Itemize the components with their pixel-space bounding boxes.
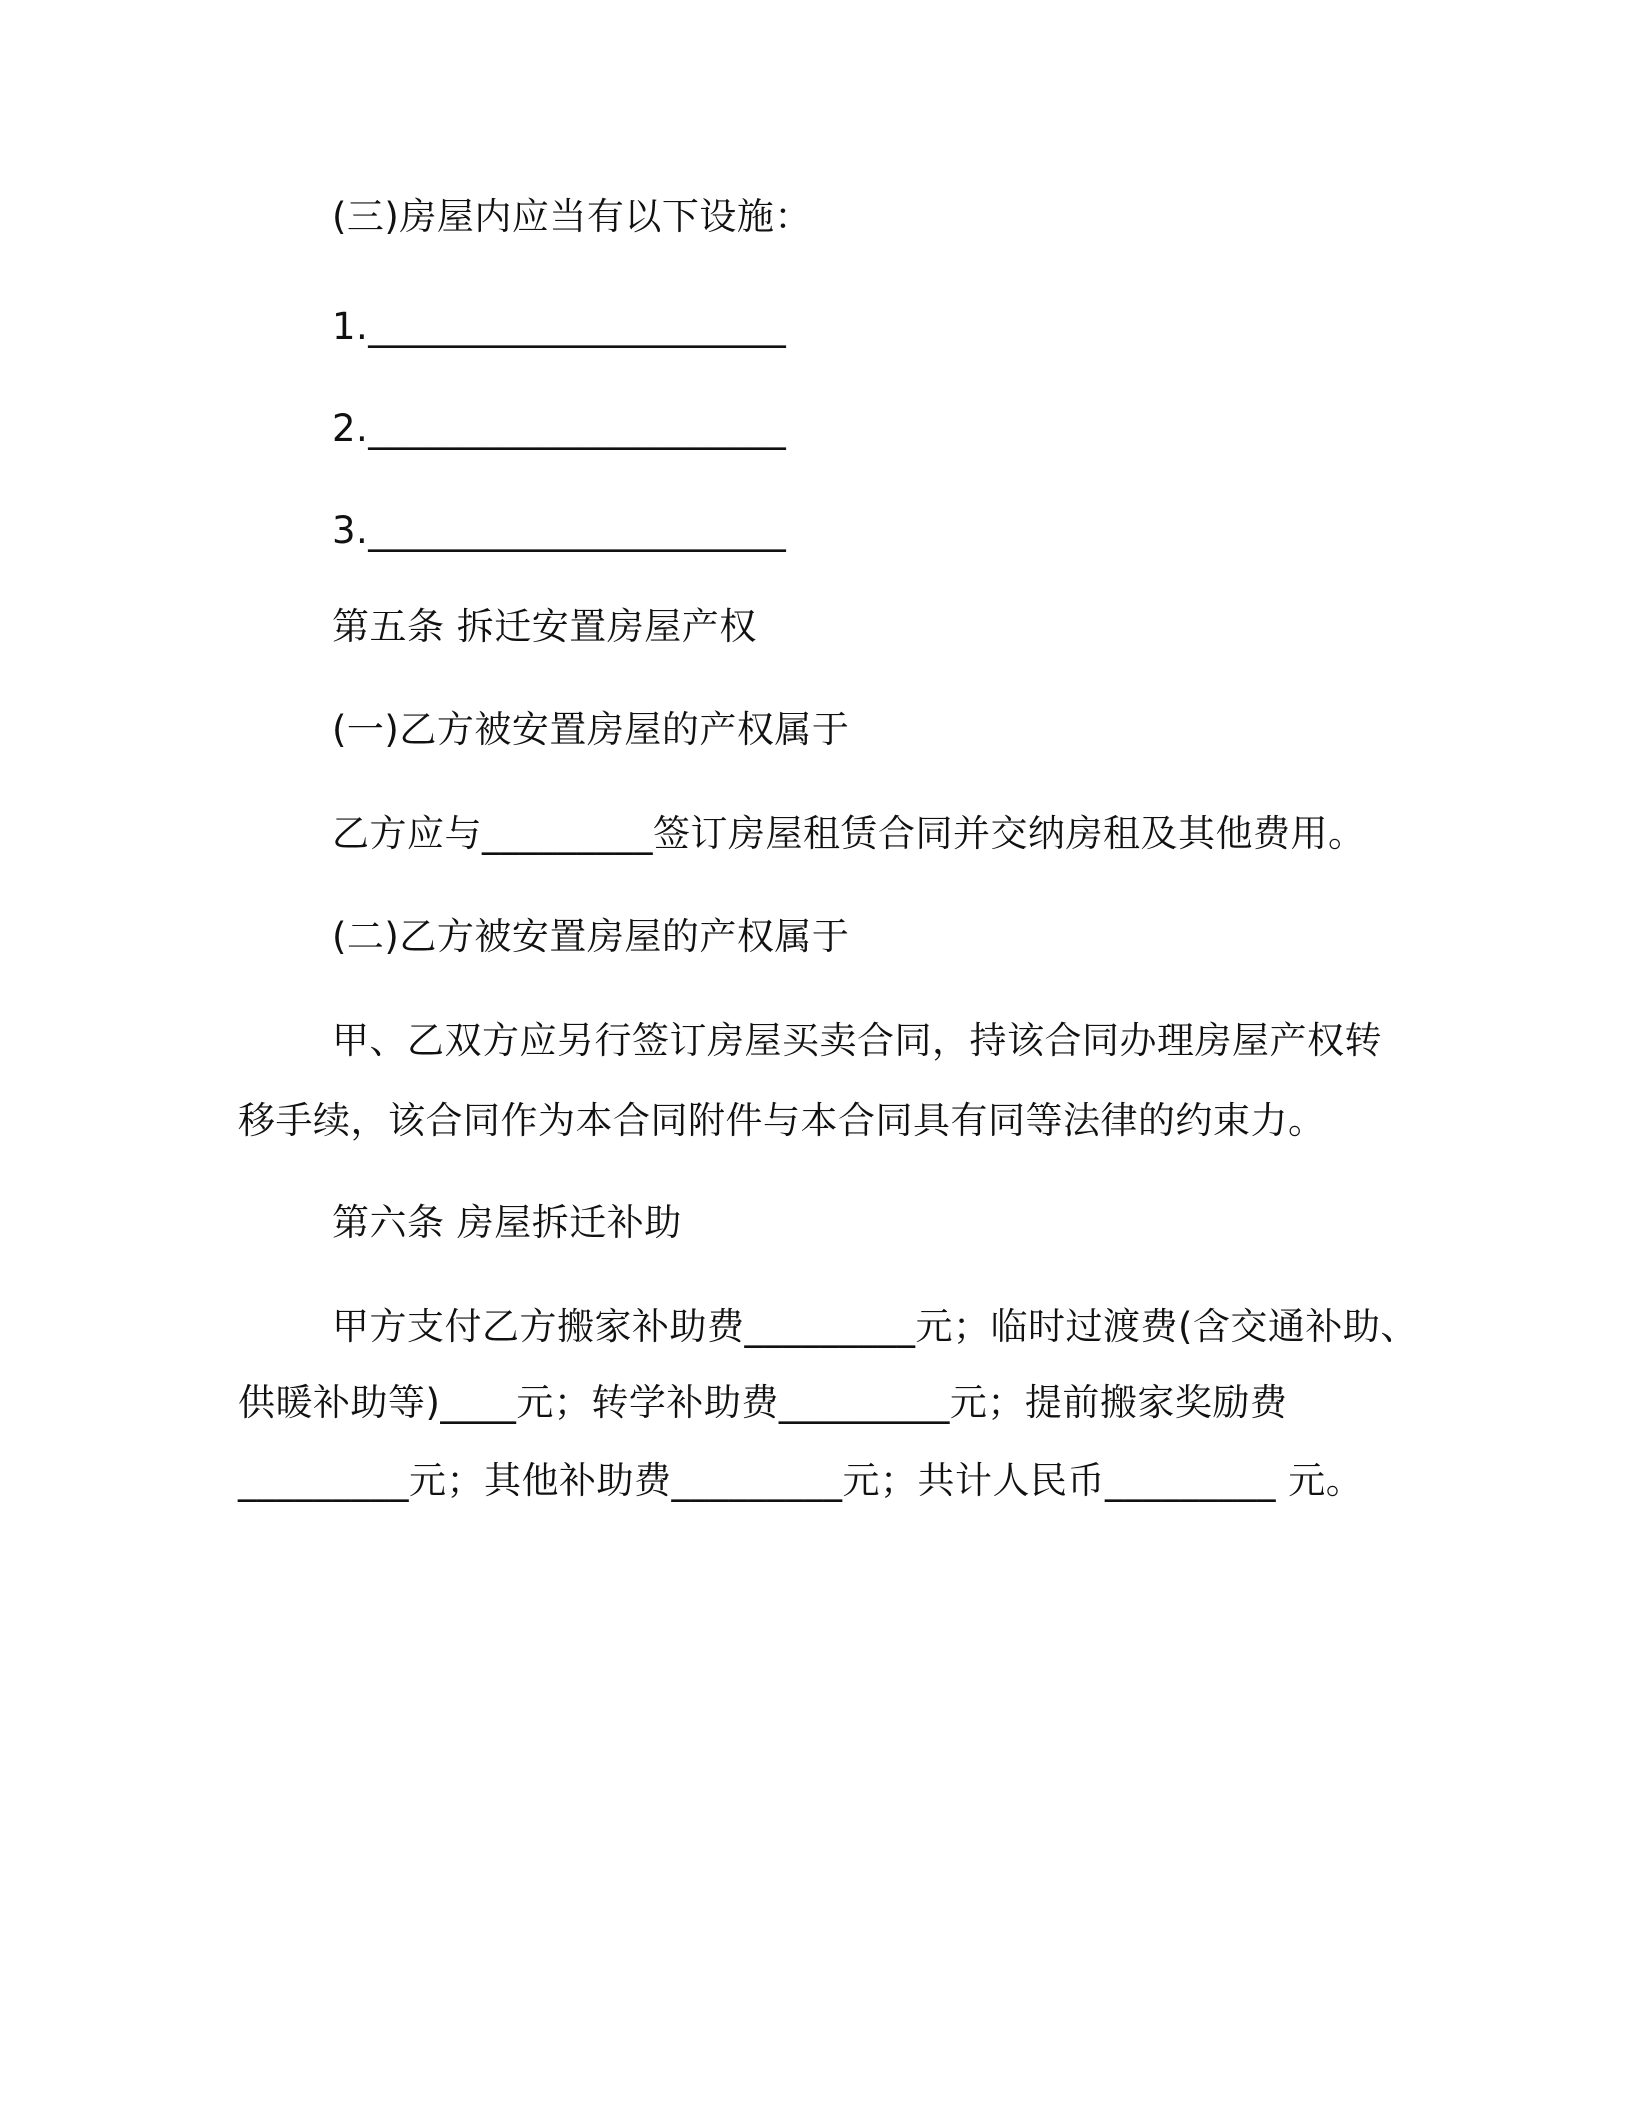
article-5-clause-1-text: 乙方应与_________签订房屋租赁合同并交纳房租及其他费用。 bbox=[332, 812, 1366, 855]
article-6-text-line-1: 甲方支付乙方搬家补助费_________元；临时过渡费(含交通补助、 bbox=[332, 1305, 1418, 1348]
article-6-title: 第六条 房屋拆迁补助 bbox=[332, 1201, 682, 1244]
facilities-heading: (三)房屋内应当有以下设施： bbox=[332, 195, 812, 238]
article-5-clause-1: (一)乙方被安置房屋的产权属于 bbox=[332, 708, 850, 751]
article-5-clause-2: (二)乙方被安置房屋的产权属于 bbox=[332, 915, 850, 958]
facility-item-2: 2.______________________ bbox=[332, 407, 787, 450]
article-5-clause-2-text-line-2: 移手续，该合同作为本合同附件与本合同具有同等法律的约束力。 bbox=[238, 1099, 1326, 1142]
facility-item-1: 1.______________________ bbox=[332, 305, 787, 348]
article-6-text-line-3: _________元；其他补助费_________元；共计人民币_________ 元。 bbox=[238, 1459, 1364, 1502]
facility-item-3: 3.______________________ bbox=[332, 509, 787, 552]
article-6-text-line-2: 供暖补助等)____元；转学补助费_________元；提前搬家奖励费 bbox=[238, 1381, 1288, 1424]
article-5-title: 第五条 拆迁安置房屋产权 bbox=[332, 605, 757, 648]
article-5-clause-2-text-line-1: 甲、乙双方应另行签订房屋买卖合同，持该合同办理房屋产权转 bbox=[332, 1019, 1382, 1062]
